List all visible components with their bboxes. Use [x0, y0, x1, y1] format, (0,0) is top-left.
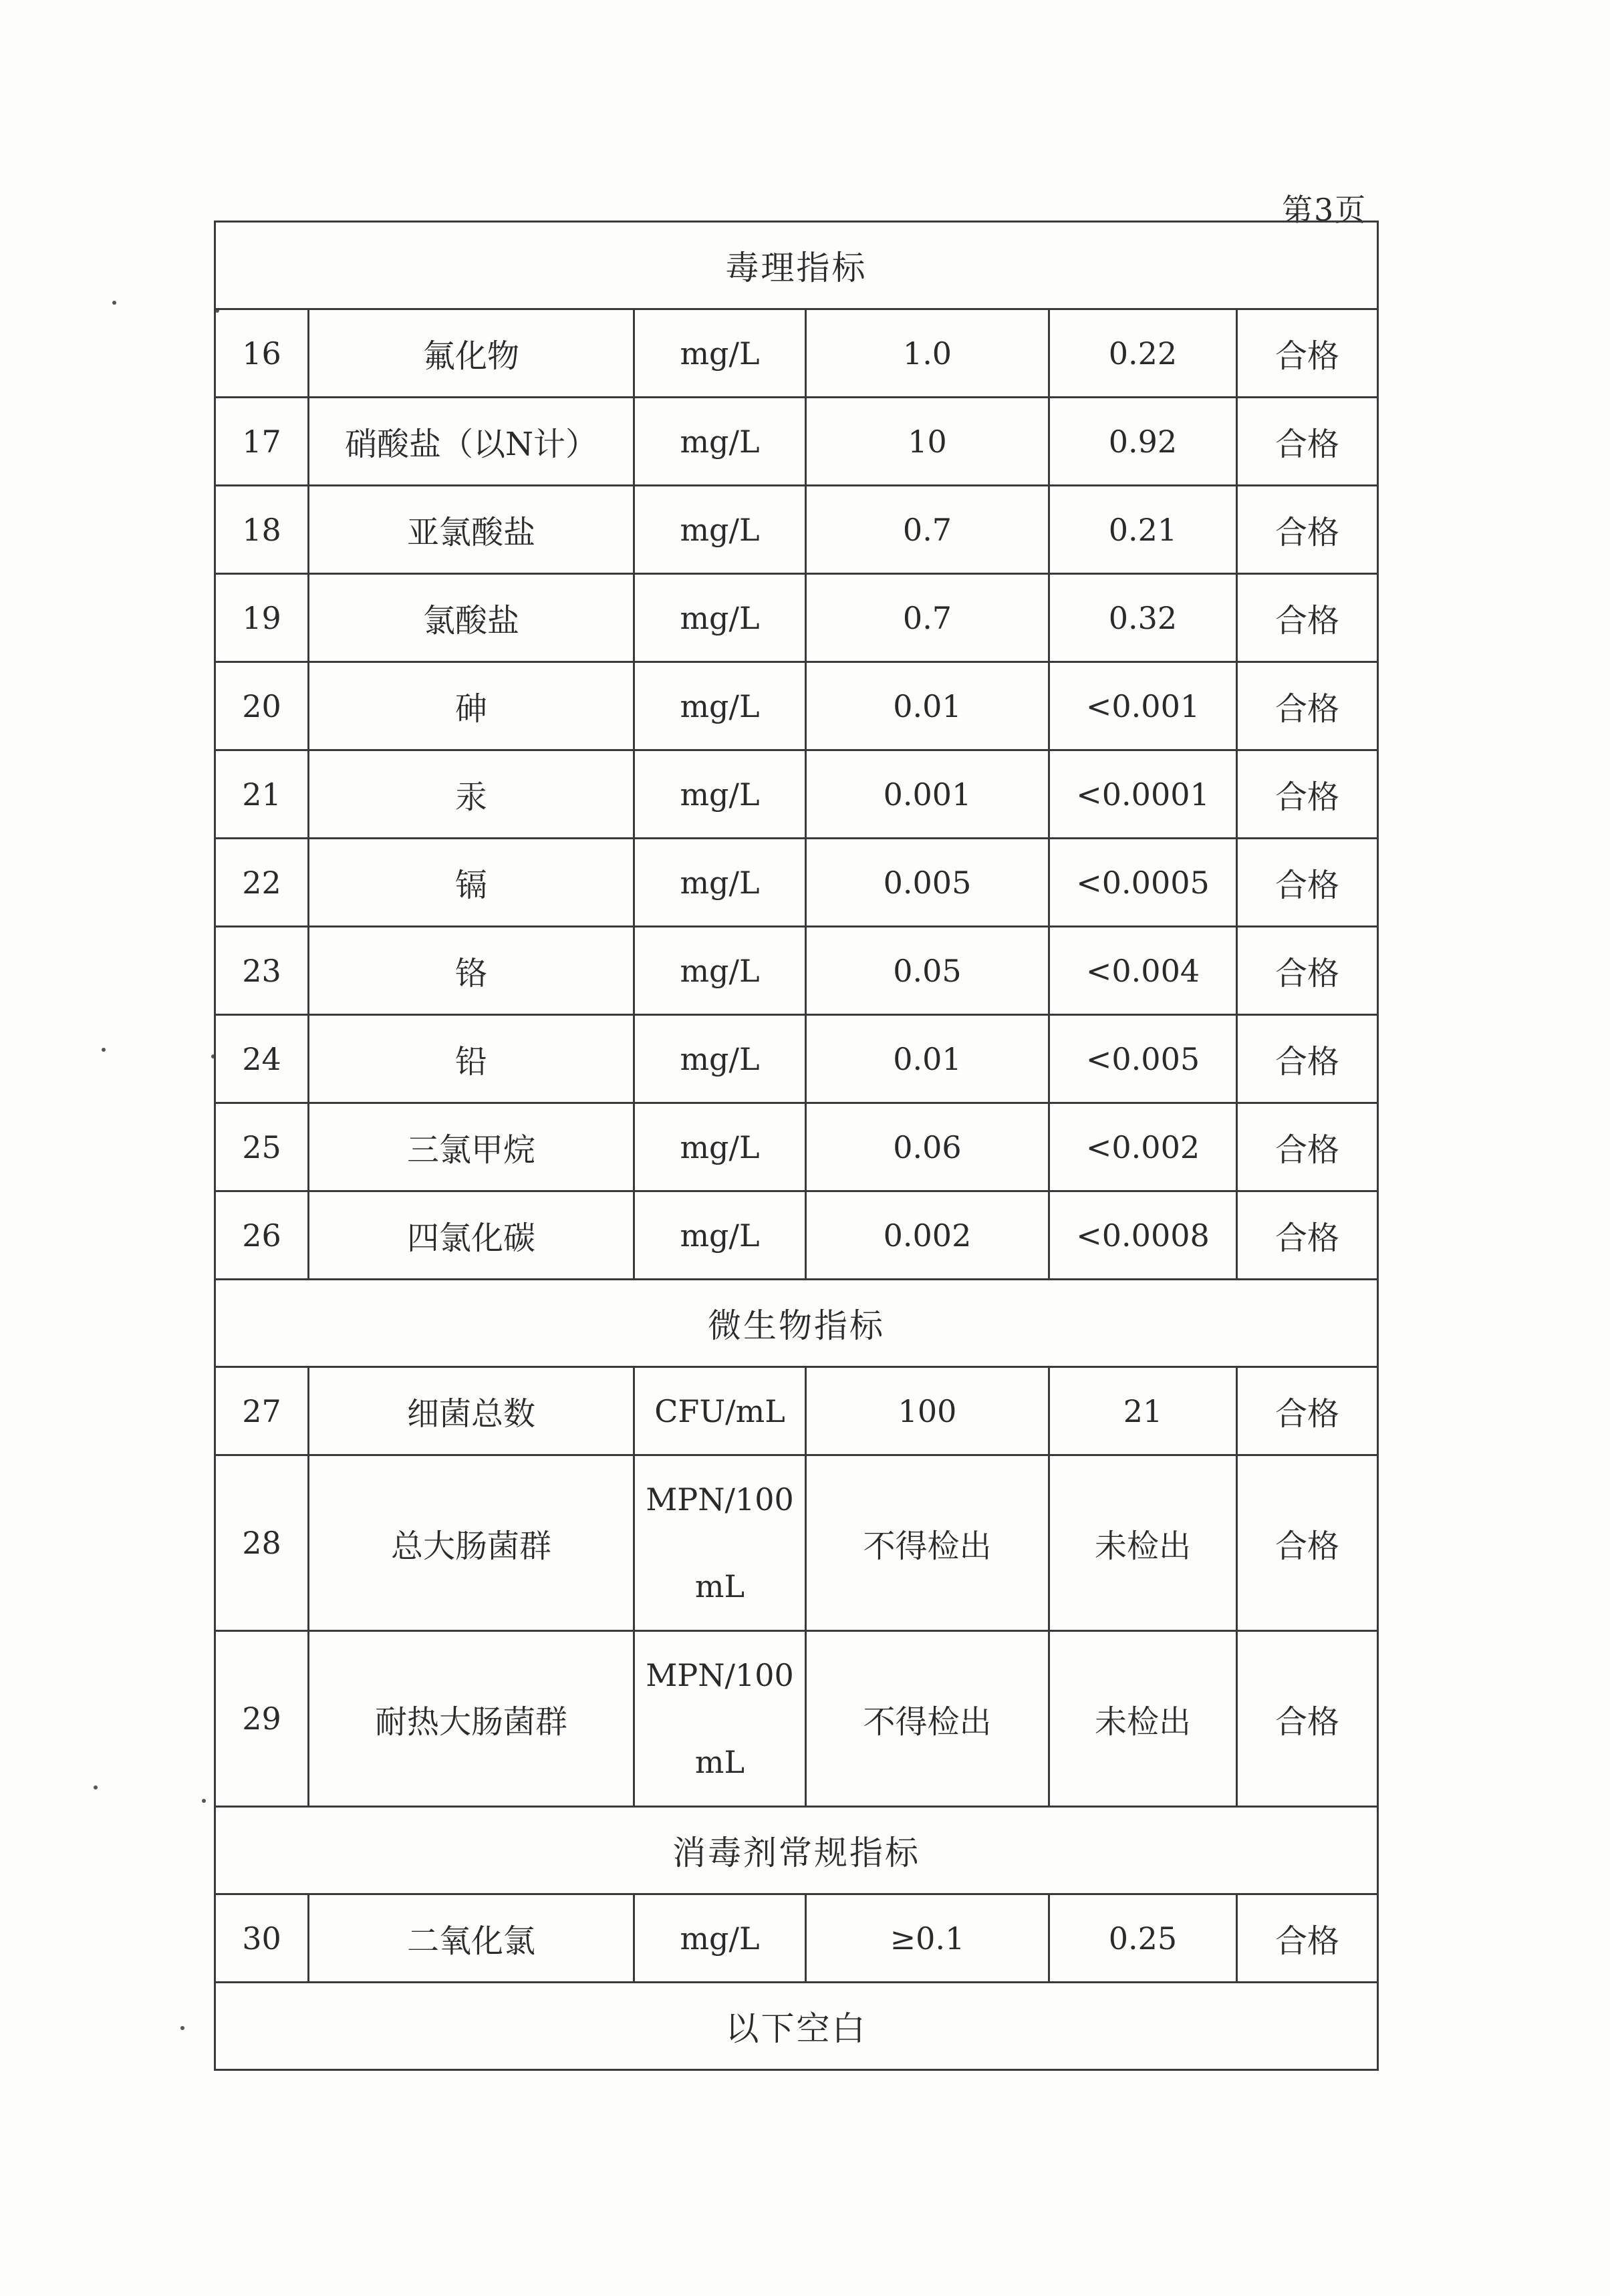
- unit-line: MPN/100: [646, 1481, 794, 1518]
- unit: mg/L: [634, 309, 806, 398]
- verdict: 合格: [1237, 1894, 1378, 1983]
- limit-value: 0.005: [806, 839, 1049, 927]
- unit: mg/L: [634, 1191, 806, 1280]
- scan-speck: [112, 301, 116, 305]
- verdict: 合格: [1237, 927, 1378, 1015]
- row-number: 19: [215, 574, 309, 662]
- row-number: 18: [215, 486, 309, 574]
- unit: mg/L: [634, 398, 806, 486]
- scan-speck: [102, 1048, 106, 1052]
- item-name: 硝酸盐（以N计）: [309, 398, 634, 486]
- item-name: 四氯化碳: [309, 1191, 634, 1280]
- limit-value: 10: [806, 398, 1049, 486]
- table-row: [215, 927, 1378, 1015]
- unit-line: mL: [694, 1568, 745, 1604]
- scan-speck: [202, 1799, 206, 1803]
- verdict: 合格: [1237, 574, 1378, 662]
- blank-below-note: 以下空白: [215, 1983, 1378, 2070]
- result-value: <0.002: [1049, 1103, 1237, 1191]
- table-row: [215, 1015, 1378, 1103]
- verdict: 合格: [1237, 1367, 1378, 1455]
- table-row: [215, 1631, 1378, 1807]
- table-row: [215, 839, 1378, 927]
- unit: mg/L: [634, 662, 806, 750]
- limit-value: 0.001: [806, 750, 1049, 839]
- table-row: [215, 1191, 1378, 1280]
- scan-speck: [180, 2026, 184, 2030]
- result-value: <0.004: [1049, 927, 1237, 1015]
- table-row: [215, 574, 1378, 662]
- unit: mg/L: [634, 574, 806, 662]
- table-row: [215, 486, 1378, 574]
- unit: mg/L: [634, 839, 806, 927]
- item-name: 铬: [309, 927, 634, 1015]
- row-number: 23: [215, 927, 309, 1015]
- result-value: 未检出: [1049, 1631, 1237, 1807]
- result-value: 0.25: [1049, 1894, 1237, 1983]
- item-name: 氯酸盐: [309, 574, 634, 662]
- result-value: 0.32: [1049, 574, 1237, 662]
- verdict: 合格: [1237, 1191, 1378, 1280]
- section-title-toxicology: 毒理指标: [215, 222, 1378, 309]
- table-row: [215, 1103, 1378, 1191]
- row-number: 22: [215, 839, 309, 927]
- verdict: 合格: [1237, 486, 1378, 574]
- unit: mg/L: [634, 486, 806, 574]
- row-number: 28: [215, 1455, 309, 1631]
- limit-value: 1.0: [806, 309, 1049, 398]
- table-row: [215, 1455, 1378, 1631]
- unit: [634, 1631, 806, 1807]
- row-number: 26: [215, 1191, 309, 1280]
- limit-value: 0.002: [806, 1191, 1049, 1280]
- result-value: 21: [1049, 1367, 1237, 1455]
- section-title-disinfectant: 消毒剂常规指标: [215, 1807, 1378, 1894]
- result-value: <0.0001: [1049, 750, 1237, 839]
- page-number: 第3页: [1282, 192, 1367, 228]
- verdict: 合格: [1237, 398, 1378, 486]
- item-name: 细菌总数: [309, 1367, 634, 1455]
- unit: mg/L: [634, 1894, 806, 1983]
- limit-value: 不得检出: [806, 1631, 1049, 1807]
- row-number: 25: [215, 1103, 309, 1191]
- verdict: 合格: [1237, 750, 1378, 839]
- result-value: <0.005: [1049, 1015, 1237, 1103]
- limit-value: 0.05: [806, 927, 1049, 1015]
- table-row: [215, 662, 1378, 750]
- limit-value: 不得检出: [806, 1455, 1049, 1631]
- verdict: 合格: [1237, 1631, 1378, 1807]
- unit: [634, 1455, 806, 1631]
- row-number: 20: [215, 662, 309, 750]
- row-number: 27: [215, 1367, 309, 1455]
- row-number: 24: [215, 1015, 309, 1103]
- unit-line: mL: [694, 1744, 745, 1780]
- row-number: 29: [215, 1631, 309, 1807]
- limit-value: 0.7: [806, 486, 1049, 574]
- result-value: 0.92: [1049, 398, 1237, 486]
- result-value: 0.22: [1049, 309, 1237, 398]
- unit: CFU/mL: [634, 1367, 806, 1455]
- table-row: [215, 309, 1378, 398]
- item-name: 总大肠菌群: [309, 1455, 634, 1631]
- unit-line: MPN/100: [646, 1657, 794, 1693]
- verdict: 合格: [1237, 1455, 1378, 1631]
- limit-value: 0.06: [806, 1103, 1049, 1191]
- row-number: 30: [215, 1894, 309, 1983]
- item-name: 三氯甲烷: [309, 1103, 634, 1191]
- unit: mg/L: [634, 750, 806, 839]
- item-name: 氟化物: [309, 309, 634, 398]
- item-name: 砷: [309, 662, 634, 750]
- result-value: 0.21: [1049, 486, 1237, 574]
- item-name: 镉: [309, 839, 634, 927]
- limit-value: ≥0.1: [806, 1894, 1049, 1983]
- verdict: 合格: [1237, 1015, 1378, 1103]
- limit-value: 0.01: [806, 662, 1049, 750]
- table-row: [215, 750, 1378, 839]
- result-value: <0.0008: [1049, 1191, 1237, 1280]
- table-row: [215, 1894, 1378, 1983]
- water-quality-results-table: [214, 221, 1379, 2071]
- unit: mg/L: [634, 1015, 806, 1103]
- row-number: 17: [215, 398, 309, 486]
- unit: mg/L: [634, 927, 806, 1015]
- limit-value: 0.01: [806, 1015, 1049, 1103]
- row-number: 21: [215, 750, 309, 839]
- result-value: <0.0005: [1049, 839, 1237, 927]
- item-name: 汞: [309, 750, 634, 839]
- verdict: 合格: [1237, 839, 1378, 927]
- unit: mg/L: [634, 1103, 806, 1191]
- item-name: 铅: [309, 1015, 634, 1103]
- limit-value: 100: [806, 1367, 1049, 1455]
- table-row: [215, 1367, 1378, 1455]
- section-title-microbiology: 微生物指标: [215, 1280, 1378, 1367]
- scan-speck: [94, 1785, 98, 1789]
- item-name: 耐热大肠菌群: [309, 1631, 634, 1807]
- table-row: [215, 398, 1378, 486]
- item-name: 二氧化氯: [309, 1894, 634, 1983]
- verdict: 合格: [1237, 662, 1378, 750]
- verdict: 合格: [1237, 309, 1378, 398]
- row-number: 16: [215, 309, 309, 398]
- result-value: 未检出: [1049, 1455, 1237, 1631]
- result-value: <0.001: [1049, 662, 1237, 750]
- verdict: 合格: [1237, 1103, 1378, 1191]
- item-name: 亚氯酸盐: [309, 486, 634, 574]
- limit-value: 0.7: [806, 574, 1049, 662]
